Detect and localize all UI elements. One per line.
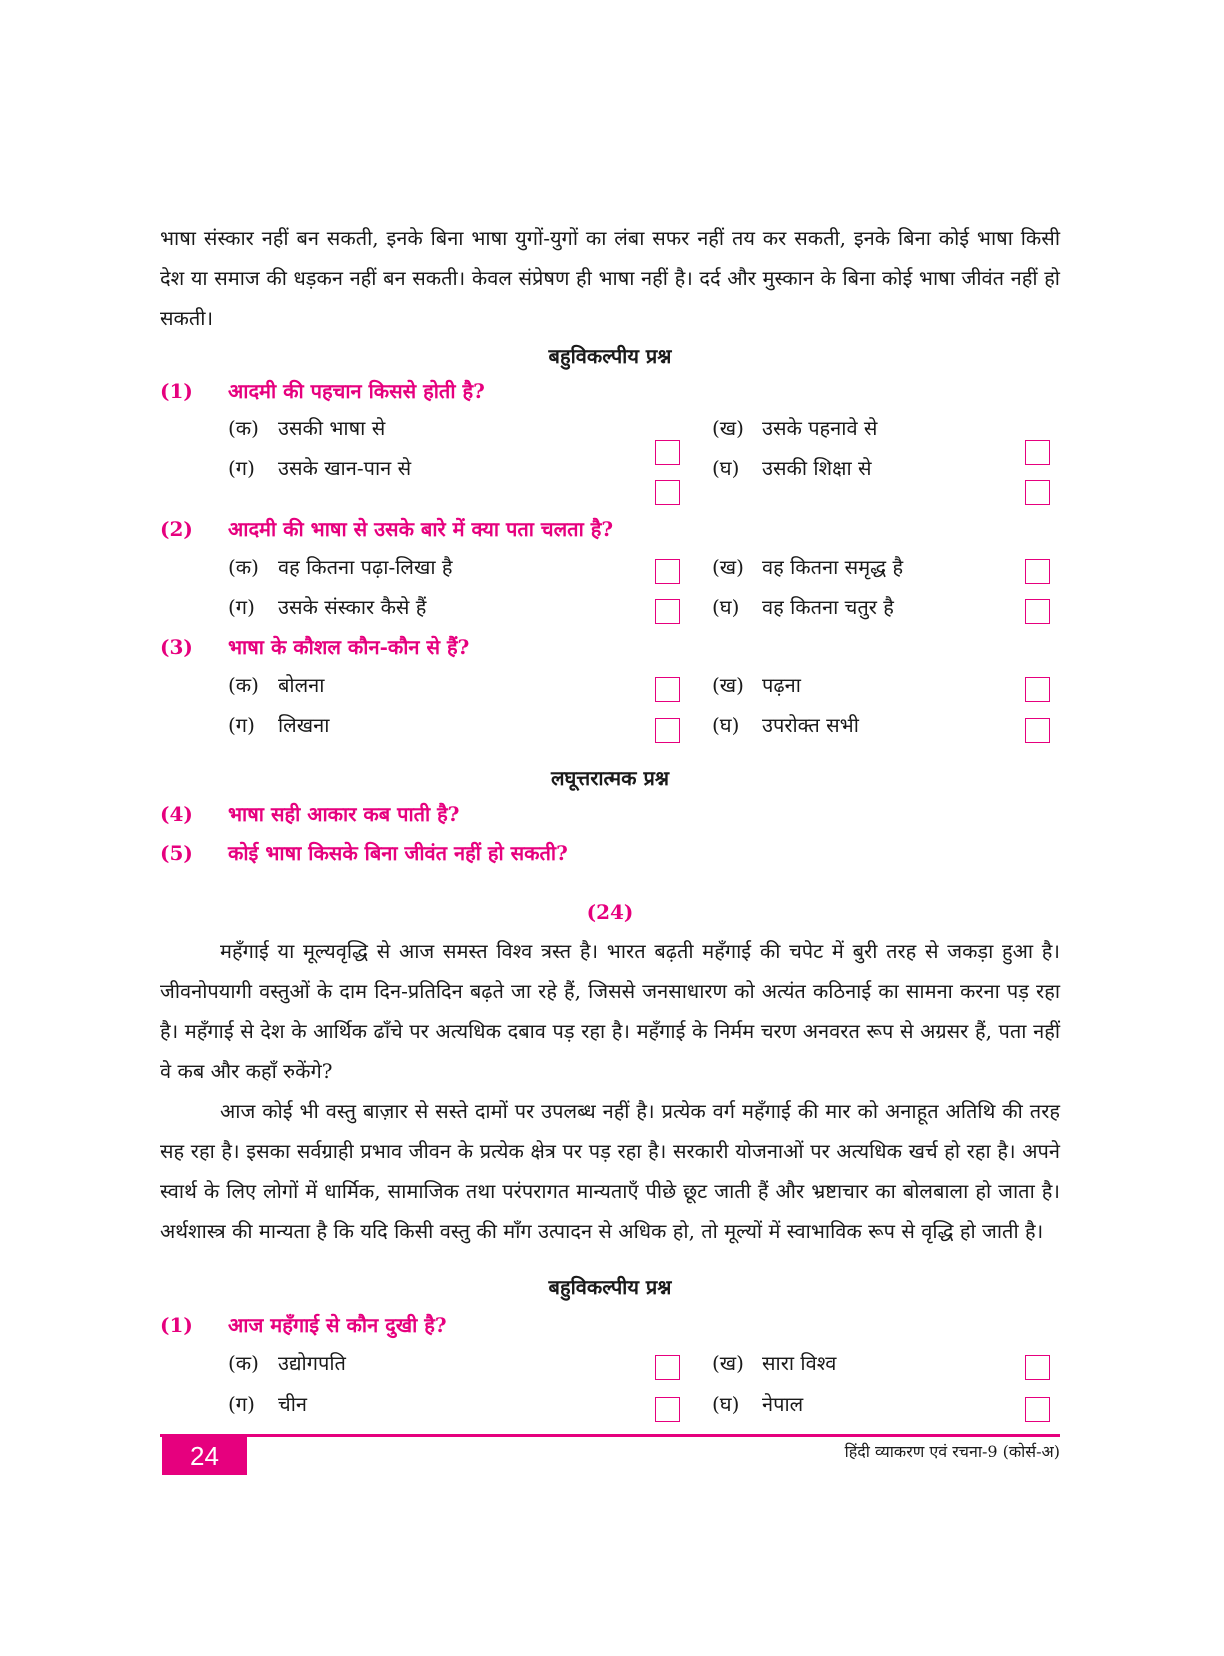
answer-checkbox[interactable] bbox=[655, 1355, 680, 1380]
answer-checkbox[interactable] bbox=[1025, 559, 1050, 584]
option-c bbox=[228, 1389, 307, 1419]
option-text: उसकी शिक्षा से bbox=[762, 456, 872, 480]
option-d bbox=[712, 592, 894, 622]
passage-number: (24) bbox=[586, 900, 634, 924]
answer-checkbox[interactable] bbox=[1025, 599, 1050, 624]
answer-checkbox[interactable] bbox=[1025, 1355, 1050, 1380]
option-c bbox=[228, 710, 329, 740]
answer-checkbox[interactable] bbox=[655, 440, 680, 465]
question-number: (4) bbox=[160, 802, 193, 826]
option-label: (ग) bbox=[228, 595, 255, 619]
mcq-heading: बहुविकल्पीय प्रश्न bbox=[548, 344, 672, 368]
short-answer-heading: लघूत्तरात्मक प्रश्न bbox=[551, 766, 669, 790]
option-a bbox=[228, 670, 324, 700]
answer-checkbox[interactable] bbox=[655, 677, 680, 702]
footer-divider bbox=[160, 1434, 1060, 1437]
question-number: (1) bbox=[160, 1313, 193, 1337]
mcq-heading-2: बहुविकल्पीय प्रश्न bbox=[548, 1275, 672, 1299]
option-text: सारा विश्व bbox=[762, 1351, 837, 1375]
option-a bbox=[228, 1348, 346, 1378]
intro-paragraph: भाषा संस्कार नहीं बन सकती, इनके बिना भाषा युगों-युगों का लंबा सफर नहीं तय कर सकती, इनके बिना कोई भाषा किसी देश या समाज की धड़कन नहीं बन सकती। केवल संप्रेषण ही भाषा नहीं है। दर्द और मुस्कान के बिना कोई भाषा जीवंत नहीं हो सकती। bbox=[160, 226, 1060, 330]
question-number: (5) bbox=[160, 841, 193, 865]
question-text: कोई भाषा किसके बिना जीवंत नहीं हो सकती? bbox=[228, 841, 568, 865]
book-title: हिंदी व्याकरण एवं रचना-9 (कोर्स-अ) bbox=[844, 1442, 1060, 1461]
answer-checkbox[interactable] bbox=[655, 559, 680, 584]
option-text: उसके पहनावे से bbox=[762, 416, 878, 440]
option-label: (क) bbox=[228, 416, 259, 440]
option-c bbox=[228, 453, 411, 483]
option-label: (घ) bbox=[712, 456, 740, 480]
option-text: नेपाल bbox=[762, 1392, 804, 1416]
option-text: उसकी भाषा से bbox=[278, 416, 386, 440]
answer-checkbox[interactable] bbox=[1025, 480, 1050, 505]
option-text: बोलना bbox=[278, 673, 325, 697]
question-text: आदमी की भाषा से उसके बारे में क्या पता चलता है? bbox=[228, 517, 614, 541]
question-2 bbox=[160, 514, 1060, 544]
question-3 bbox=[160, 632, 1060, 662]
option-text: पढ़ना bbox=[762, 673, 801, 697]
option-label: (घ) bbox=[712, 713, 740, 737]
option-b bbox=[712, 413, 877, 443]
option-text: वह कितना पढ़ा-लिखा है bbox=[278, 555, 453, 579]
option-a bbox=[228, 413, 385, 443]
option-a bbox=[228, 552, 453, 582]
option-label: (ग) bbox=[228, 1392, 255, 1416]
option-text: उद्योगपति bbox=[278, 1351, 346, 1375]
option-text: उसके संस्कार कैसे हैं bbox=[278, 595, 427, 619]
question-5 bbox=[160, 838, 1060, 868]
option-b bbox=[712, 1348, 836, 1378]
answer-checkbox[interactable] bbox=[655, 480, 680, 505]
answer-checkbox[interactable] bbox=[1025, 440, 1050, 465]
option-label: (ख) bbox=[712, 555, 744, 579]
question-text: भाषा सही आकार कब पाती है? bbox=[228, 802, 460, 826]
answer-checkbox[interactable] bbox=[1025, 677, 1050, 702]
option-label: (क) bbox=[228, 673, 259, 697]
passage-paragraph-2: आज कोई भी वस्तु बाज़ार से सस्ते दामों पर उपलब्ध नहीं है। प्रत्येक वर्ग महँगाई की मार को अनाहूत अतिथि की तरह सह रहा है। इसका सर्वग्राही प्रभाव जीवन के प्रत्येक क्षेत्र पर पड़ रहा है। सरकारी योजनाओं पर अत्यधिक खर्च हो रहा है। अपने स्वार्थ के लिए लोगों में धार्मिक, सामाजिक तथा परंपरागत मान्यताएँ पीछे छूट जाती हैं और भ्रष्टाचार का बोलबाला हो जाता है। अर्थशास्त्र की मान्यता है कि यदि किसी वस्तु की माँग उत्पादन से अधिक हो, तो मूल्यों में स्वाभाविक रूप से वृद्धि हो जाती है। bbox=[160, 1099, 1060, 1243]
option-d bbox=[712, 1389, 803, 1419]
option-text: वह कितना चतुर है bbox=[762, 595, 894, 619]
question-4 bbox=[160, 799, 1060, 829]
option-label: (घ) bbox=[712, 595, 740, 619]
option-label: (ख) bbox=[712, 673, 744, 697]
page-number: 24 bbox=[162, 1437, 247, 1475]
option-label: (ग) bbox=[228, 713, 255, 737]
option-text: उसके खान-पान से bbox=[278, 456, 412, 480]
answer-checkbox[interactable] bbox=[655, 1397, 680, 1422]
option-label: (ख) bbox=[712, 1351, 744, 1375]
answer-checkbox[interactable] bbox=[655, 718, 680, 743]
answer-checkbox[interactable] bbox=[1025, 1397, 1050, 1422]
option-label: (क) bbox=[228, 1351, 259, 1375]
question-number: (2) bbox=[160, 517, 193, 541]
option-d bbox=[712, 710, 859, 740]
passage-paragraph-1: महँगाई या मूल्यवृद्धि से आज समस्त विश्व त्रस्त है। भारत बढ़ती महँगाई की चपेट में बुरी तरह से जकड़ा हुआ है। जीवनोपयागी वस्तुओं के दाम दिन-प्रतिदिन बढ़ते जा रहे हैं, जिससे जनसाधारण को अत्यंत कठिनाई का सामना करना पड़ रहा है। महँगाई से देश के आर्थिक ढाँचे पर अत्यधिक दबाव पड़ रहा है। महँगाई के निर्मम चरण अनवरत रूप से अग्रसर हैं, पता नहीं वे कब और कहाँ रुकेंगे? bbox=[160, 939, 1060, 1083]
option-d bbox=[712, 453, 872, 483]
option-text: वह कितना समृद्ध है bbox=[762, 555, 904, 579]
question-text: आदमी की पहचान किससे होती है? bbox=[228, 379, 485, 403]
option-text: चीन bbox=[278, 1392, 307, 1416]
answer-checkbox[interactable] bbox=[655, 599, 680, 624]
question-number: (3) bbox=[160, 635, 193, 659]
option-text: उपरोक्त सभी bbox=[762, 713, 859, 737]
question-text: भाषा के कौशल कौन-कौन से हैं? bbox=[228, 635, 470, 659]
question-p2-1 bbox=[160, 1310, 1060, 1340]
option-label: (ख) bbox=[712, 416, 744, 440]
option-label: (ग) bbox=[228, 456, 255, 480]
question-1 bbox=[160, 376, 1060, 406]
question-text: आज महँगाई से कौन दुखी है? bbox=[228, 1313, 447, 1337]
option-label: (क) bbox=[228, 555, 259, 579]
option-b bbox=[712, 552, 903, 582]
option-label: (घ) bbox=[712, 1392, 740, 1416]
question-number: (1) bbox=[160, 379, 193, 403]
answer-checkbox[interactable] bbox=[1025, 718, 1050, 743]
option-b bbox=[712, 670, 801, 700]
option-text: लिखना bbox=[278, 713, 330, 737]
option-c bbox=[228, 592, 426, 622]
